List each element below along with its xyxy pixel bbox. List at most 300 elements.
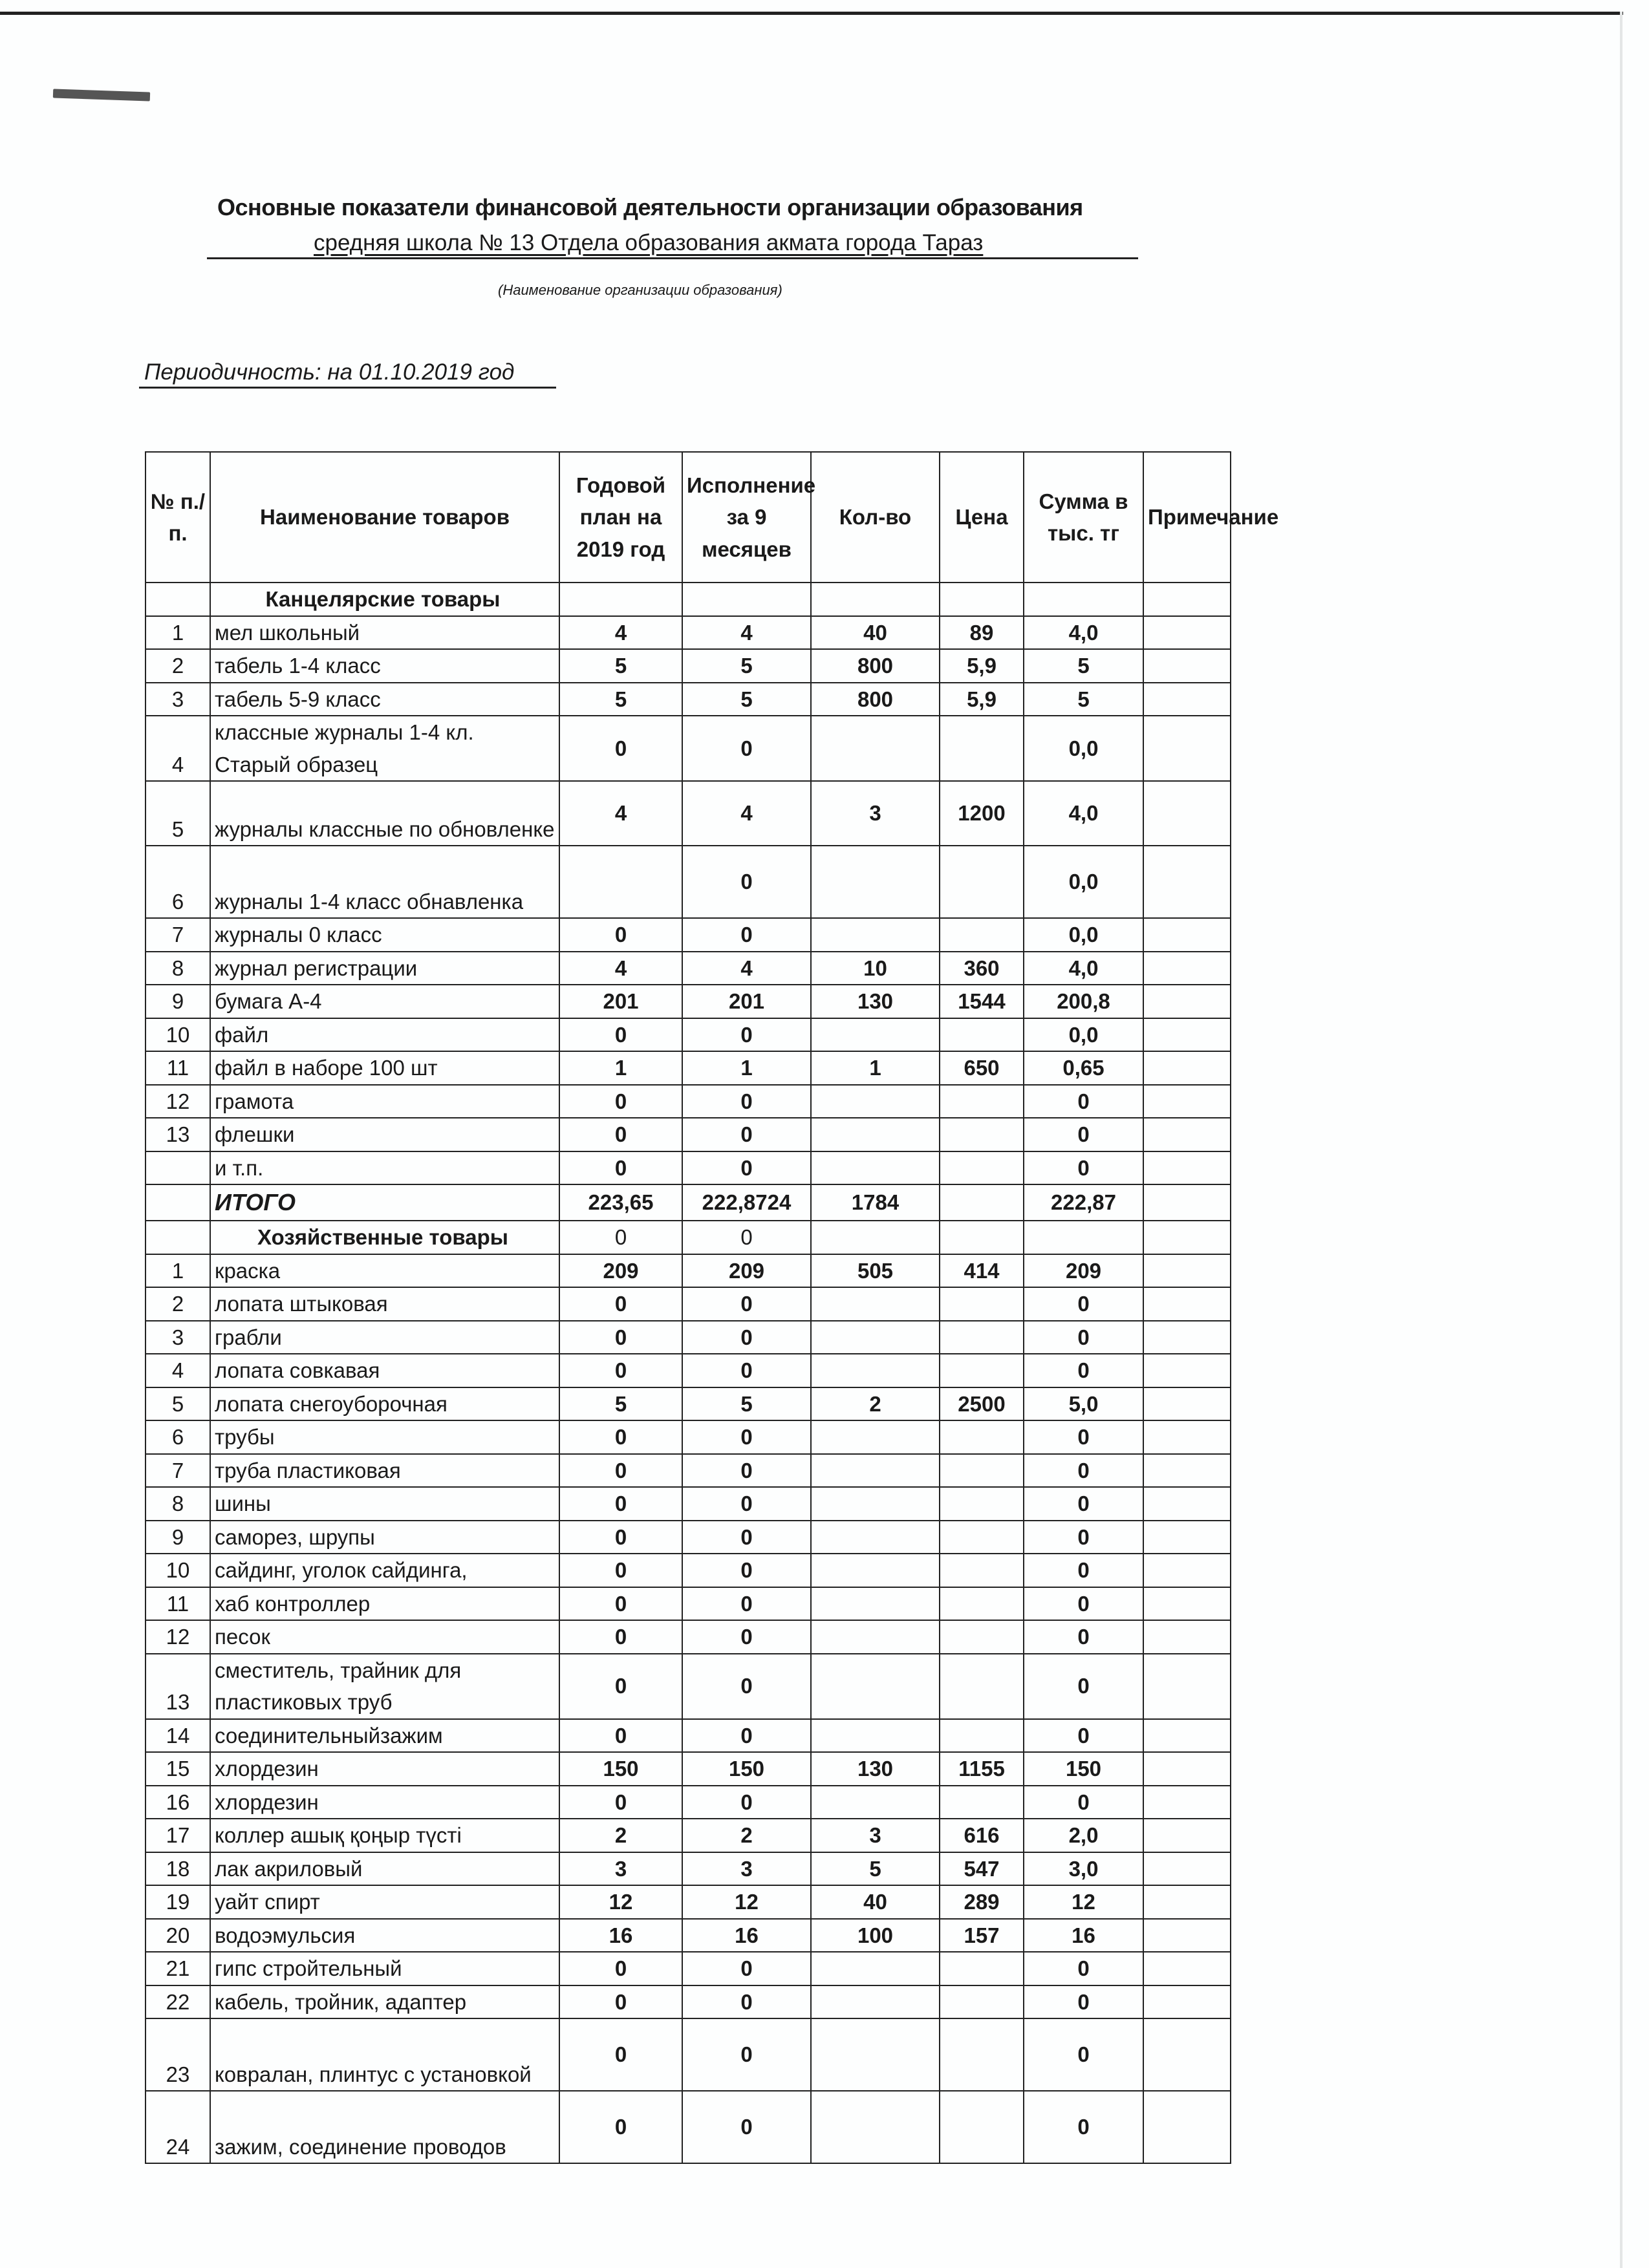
price-value [940,1985,1024,2019]
plan-value: 0 [559,1952,682,1985]
note-value [1143,1018,1231,1052]
note-value [1143,1786,1231,1819]
scan-mark [53,89,150,101]
sum-value: 0 [1024,1786,1143,1819]
row-number: 8 [146,1487,210,1521]
section-price-cell [940,1221,1024,1254]
exec-value: 16 [682,1919,811,1952]
plan-value: 150 [559,1752,682,1786]
plan-value: 0 [559,1454,682,1488]
financial-table [145,451,1279,2164]
item-name: и т.п. [210,1151,559,1185]
section-title: Канцелярские товары [210,583,559,616]
table-row [146,1254,1231,1288]
sum-value: 0,65 [1024,1051,1143,1085]
plan-value: 0 [559,1587,682,1621]
note-value [1143,985,1231,1018]
plan-value: 0 [559,2018,682,2091]
exec-value: 150 [682,1752,811,1786]
exec-value: 4 [682,781,811,846]
scan-top-edge [0,12,1623,15]
item-name: файл в наборе 100 шт [210,1051,559,1085]
qty-value [811,1287,940,1321]
table-row [146,1151,1231,1185]
sum-value: 12 [1024,1885,1143,1919]
plan-value: 1 [559,1051,682,1085]
section-header-row [146,1221,1231,1254]
sum-value: 5 [1024,683,1143,716]
exec-value: 0 [682,1085,811,1118]
price-value [940,1521,1024,1554]
item-name: трубы [210,1420,559,1454]
section-qty-cell [811,583,940,616]
section-qty-cell [811,1221,940,1254]
qty-value [811,1554,940,1587]
row-number: 11 [146,1051,210,1085]
exec-value: 4 [682,616,811,650]
exec-value: 0 [682,918,811,952]
note-value [1143,683,1231,716]
document-title: Основные показатели финансовой деятельности организации образования [217,194,1083,220]
item-name: грабли [210,1321,559,1354]
table-row [146,1420,1231,1454]
exec-value: 0 [682,2018,811,2091]
exec-value: 0 [682,1321,811,1354]
item-name: журналы 1-4 класс обнавленка [210,846,559,918]
sum-value: 209 [1024,1254,1143,1288]
section-sum-cell [1024,1221,1143,1254]
sum-value: 4,0 [1024,616,1143,650]
table-row [146,1018,1231,1052]
exec-value: 0 [682,2091,811,2163]
price-value [940,2018,1024,2091]
table-row [146,683,1231,716]
item-name: файл [210,1018,559,1052]
table-row [146,846,1231,918]
exec-value: 0 [682,1985,811,2019]
table-row [146,1819,1231,1852]
sum-value: 0 [1024,1554,1143,1587]
plan-value: 209 [559,1254,682,1288]
plan-value: 5 [559,1387,682,1421]
exec-value: 0 [682,1587,811,1621]
exec-value: 5 [682,683,811,716]
sum-value: 0 [1024,1321,1143,1354]
note-value [1143,1487,1231,1521]
exec-value: 0 [682,1354,811,1387]
total-note [1143,1184,1231,1221]
qty-value: 5 [811,1852,940,1886]
exec-value: 0 [682,1654,811,1719]
note-value [1143,918,1231,952]
plan-value: 5 [559,683,682,716]
table-row [146,1554,1231,1587]
sum-value: 16 [1024,1919,1143,1952]
header-plan: Годовой план на 2019 год [559,452,682,583]
qty-value [811,2018,940,2091]
sum-value: 0 [1024,1719,1143,1753]
row-number: 10 [146,1018,210,1052]
sum-value: 0 [1024,1454,1143,1488]
row-number: 15 [146,1752,210,1786]
section-exec-cell [682,583,811,616]
exec-value: 0 [682,1151,811,1185]
row-number: 8 [146,952,210,985]
row-number: 1 [146,1254,210,1288]
table-row [146,1354,1231,1387]
item-name: коллер ашық қоңыр түсті [210,1819,559,1852]
table-row [146,985,1231,1018]
qty-value [811,1487,940,1521]
price-value [940,1487,1024,1521]
table-row [146,1654,1231,1719]
item-name: краска [210,1254,559,1288]
exec-value: 5 [682,649,811,683]
sum-value: 0 [1024,1654,1143,1719]
row-number: 1 [146,616,210,650]
qty-value [811,1521,940,1554]
table-row [146,1321,1231,1354]
row-number: 22 [146,1985,210,2019]
item-name: табель 5-9 класс [210,683,559,716]
note-value [1143,616,1231,650]
qty-value: 130 [811,1752,940,1786]
price-value [940,1321,1024,1354]
qty-value: 505 [811,1254,940,1288]
organization-name: средняя школа № 13 Отдела образования акмата города Тараз [314,230,984,255]
qty-value [811,1354,940,1387]
plan-value: 0 [559,1321,682,1354]
note-value [1143,1387,1231,1421]
section-title: Хозяйственные товары [210,1221,559,1254]
note-value [1143,1454,1231,1488]
price-value: 157 [940,1919,1024,1952]
section-sum-cell [1024,583,1143,616]
total-plan: 223,65 [559,1184,682,1221]
table-row [146,1387,1231,1421]
plan-value: 0 [559,918,682,952]
header-no: № п./п. [146,452,210,583]
table-row [146,2091,1231,2163]
qty-value [811,1085,940,1118]
table-row [146,1719,1231,1753]
table-row [146,1752,1231,1786]
table-row [146,1885,1231,1919]
item-name: бумага А-4 [210,985,559,1018]
item-name: лак акриловый [210,1852,559,1886]
note-value [1143,846,1231,918]
sum-value: 0 [1024,1354,1143,1387]
header-price: Цена [940,452,1024,583]
item-name: журналы 0 класс [210,918,559,952]
row-number: 12 [146,1085,210,1118]
item-name: кабель, тройник, адаптер [210,1985,559,2019]
qty-value: 3 [811,781,940,846]
item-name: шины [210,1487,559,1521]
row-number: 2 [146,649,210,683]
qty-value: 2 [811,1387,940,1421]
note-value [1143,1287,1231,1321]
exec-value: 4 [682,952,811,985]
note-value [1143,1554,1231,1587]
item-name: лопата снегоуборочная [210,1387,559,1421]
sum-value: 0 [1024,2018,1143,2091]
exec-value: 0 [682,1620,811,1654]
row-number: 5 [146,781,210,846]
table-row [146,1952,1231,1985]
sum-value: 0 [1024,1487,1143,1521]
table-row [146,1051,1231,1085]
exec-value: 0 [682,716,811,781]
item-name: табель 1-4 класс [210,649,559,683]
sum-value: 0,0 [1024,918,1143,952]
row-number: 13 [146,1118,210,1151]
note-value [1143,1321,1231,1354]
note-value [1143,1620,1231,1654]
exec-value: 0 [682,846,811,918]
item-name: саморез, шрупы [210,1521,559,1554]
plan-value: 0 [559,716,682,781]
qty-value [811,716,940,781]
plan-value: 2 [559,1819,682,1852]
qty-value [811,1151,940,1185]
qty-value [811,1018,940,1052]
exec-value: 0 [682,1719,811,1753]
note-value [1143,1985,1231,2019]
note-value [1143,1719,1231,1753]
row-number: 20 [146,1919,210,1952]
note-value [1143,1952,1231,1985]
row-number: 21 [146,1952,210,1985]
price-value [940,1454,1024,1488]
table-row [146,1919,1231,1952]
plan-value: 4 [559,616,682,650]
price-value: 1200 [940,781,1024,846]
row-number: 6 [146,1420,210,1454]
sum-value: 0,0 [1024,716,1143,781]
row-number: 17 [146,1819,210,1852]
item-name: журнал регистрации [210,952,559,985]
sum-value: 0,0 [1024,1018,1143,1052]
row-number: 3 [146,683,210,716]
row-number: 24 [146,2091,210,2163]
price-value [940,1654,1024,1719]
price-value [940,1420,1024,1454]
price-value [940,1952,1024,1985]
table-row [146,1985,1231,2019]
qty-value [811,1587,940,1621]
row-number: 7 [146,1454,210,1488]
price-value [940,1554,1024,1587]
note-value [1143,2018,1231,2091]
table-row [146,1521,1231,1554]
note-value [1143,1885,1231,1919]
plan-value: 0 [559,1654,682,1719]
plan-value: 0 [559,1719,682,1753]
row-number: 3 [146,1321,210,1354]
qty-value: 130 [811,985,940,1018]
price-value: 1155 [940,1752,1024,1786]
note-value [1143,1752,1231,1786]
plan-value: 0 [559,1151,682,1185]
note-value [1143,649,1231,683]
item-name: песок [210,1620,559,1654]
item-name: ковралан, плинтус с установкой [210,2018,559,2091]
plan-value: 0 [559,1620,682,1654]
sum-value: 4,0 [1024,952,1143,985]
table-row [146,781,1231,846]
sum-value: 0 [1024,1952,1143,1985]
item-name: мел школьный [210,616,559,650]
price-value: 360 [940,952,1024,985]
exec-value: 3 [682,1852,811,1886]
note-value [1143,1354,1231,1387]
header-note: Примечание [1143,452,1231,583]
qty-value: 40 [811,616,940,650]
note-value [1143,1819,1231,1852]
table-row [146,616,1231,650]
note-value [1143,952,1231,985]
table-row [146,649,1231,683]
table-row [146,1454,1231,1488]
price-value [940,846,1024,918]
note-value [1143,1521,1231,1554]
note-value [1143,2091,1231,2163]
plan-value: 4 [559,781,682,846]
item-name: флешки [210,1118,559,1151]
note-value [1143,1085,1231,1118]
note-value [1143,1151,1231,1185]
price-value [940,1719,1024,1753]
header-name: Наименование товаров [210,452,559,583]
exec-value: 2 [682,1819,811,1852]
note-value [1143,1654,1231,1719]
exec-value: 0 [682,1287,811,1321]
exec-value: 0 [682,1487,811,1521]
row-number: 5 [146,1387,210,1421]
price-value [940,918,1024,952]
total-no-cell [146,1184,210,1221]
price-value [940,1354,1024,1387]
plan-value: 0 [559,1085,682,1118]
price-value [940,2091,1024,2163]
sum-value: 2,0 [1024,1819,1143,1852]
note-value [1143,1852,1231,1886]
plan-value: 12 [559,1885,682,1919]
item-name: сайдинг, уголок сайдинга, [210,1554,559,1587]
section-price-cell [940,583,1024,616]
section-plan-cell [559,583,682,616]
sum-value: 5 [1024,649,1143,683]
organization-underline [207,257,1138,259]
price-value: 5,9 [940,649,1024,683]
item-name: журналы классные по обновленке [210,781,559,846]
plan-value: 0 [559,1487,682,1521]
plan-value: 0 [559,1554,682,1587]
qty-value [811,1620,940,1654]
row-number: 2 [146,1287,210,1321]
table-row [146,918,1231,952]
row-number: 23 [146,2018,210,2091]
plan-value: 0 [559,2091,682,2163]
sum-value: 0 [1024,1521,1143,1554]
exec-value: 0 [682,1118,811,1151]
exec-value: 0 [682,1454,811,1488]
sum-value: 0 [1024,1985,1143,2019]
plan-value: 3 [559,1852,682,1886]
price-value [940,1287,1024,1321]
price-value [940,1620,1024,1654]
price-value: 650 [940,1051,1024,1085]
note-value [1143,1118,1231,1151]
table-header-row [146,452,1231,583]
plan-value: 0 [559,1786,682,1819]
table-row [146,1118,1231,1151]
qty-value [811,1719,940,1753]
table-body [146,583,1231,2163]
row-number: 12 [146,1620,210,1654]
row-number: 6 [146,846,210,918]
exec-value: 0 [682,1952,811,1985]
note-value [1143,781,1231,846]
section-header-row [146,583,1231,616]
price-value [940,1018,1024,1052]
section-no-cell [146,583,210,616]
row-number [146,1151,210,1185]
qty-value: 3 [811,1819,940,1852]
table-row [146,716,1231,781]
note-value [1143,1587,1231,1621]
periodicity-underline [139,387,556,389]
section-note-cell [1143,583,1231,616]
sum-value: 0 [1024,1420,1143,1454]
price-value: 5,9 [940,683,1024,716]
section-note-cell [1143,1221,1231,1254]
table-row [146,1852,1231,1886]
plan-value: 5 [559,649,682,683]
row-number: 11 [146,1587,210,1621]
qty-value: 800 [811,683,940,716]
row-number: 4 [146,1354,210,1387]
exec-value: 0 [682,1521,811,1554]
table-row [146,2018,1231,2091]
item-name: труба пластиковая [210,1454,559,1488]
price-value [940,1587,1024,1621]
price-value: 616 [940,1819,1024,1852]
row-number: 10 [146,1554,210,1587]
exec-value: 5 [682,1387,811,1421]
exec-value: 0 [682,1786,811,1819]
total-row [146,1184,1231,1221]
price-value: 89 [940,616,1024,650]
plan-value: 0 [559,1354,682,1387]
item-name: уайт спирт [210,1885,559,1919]
sum-value: 0 [1024,1587,1143,1621]
sum-value: 0 [1024,1151,1143,1185]
organization-caption: (Наименование организации образования) [498,282,782,298]
note-value [1143,1919,1231,1952]
price-value: 1544 [940,985,1024,1018]
exec-value: 201 [682,985,811,1018]
periodicity: Периодичность: на 01.10.2019 год [144,359,515,385]
sum-value: 4,0 [1024,781,1143,846]
qty-value [811,918,940,952]
header-sum: Сумма в тыс. тг [1024,452,1143,583]
table-row [146,1287,1231,1321]
plan-value: 0 [559,1018,682,1052]
qty-value [811,1985,940,2019]
price-value [940,1786,1024,1819]
